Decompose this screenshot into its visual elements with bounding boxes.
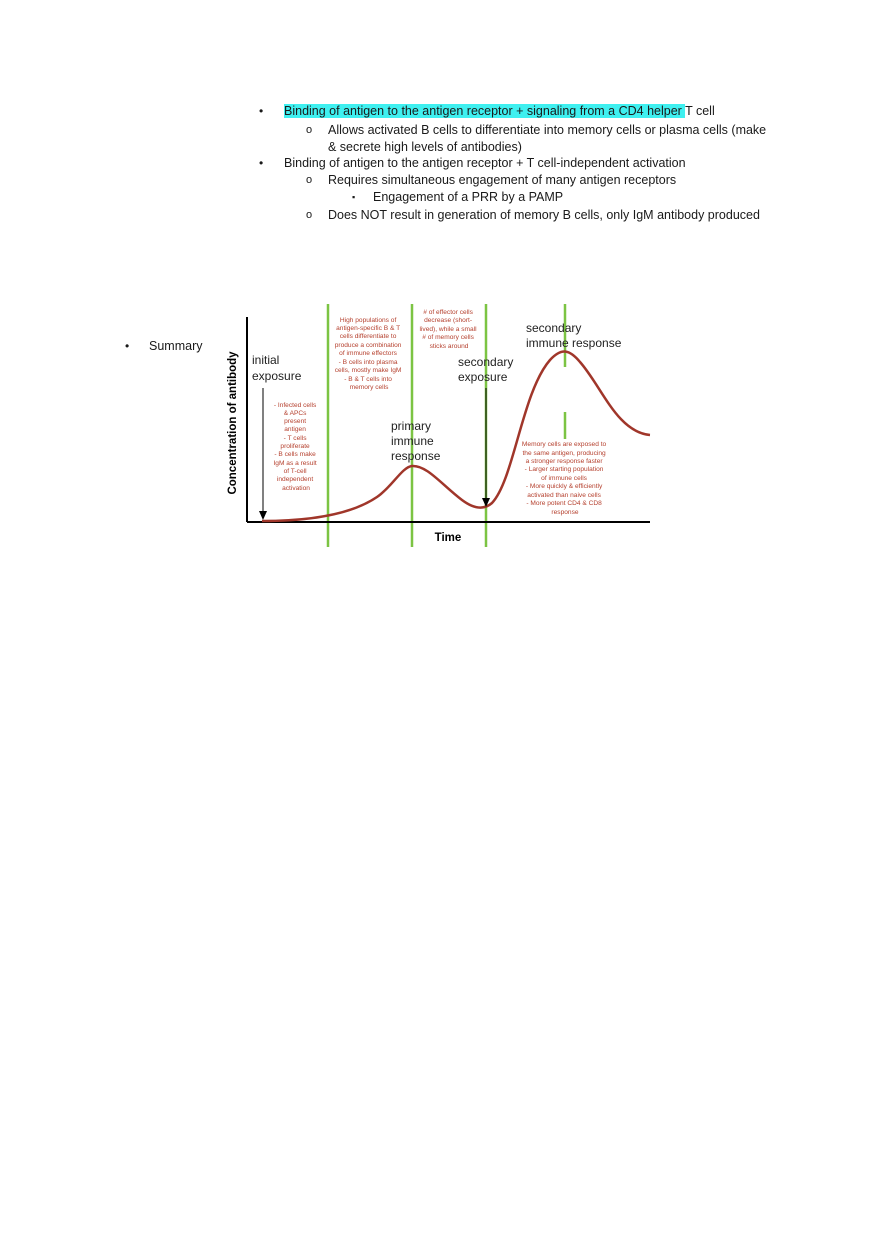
annotation-primary: High populations of antigen-specific B & T cells differentiate to produce a combination of immune effectors - B cells into plasma cells, mostly make IgM - B & T cells into memory cells (334, 317, 402, 391)
annotation-decline: # of effector cells decrease (short- lived), while a small # of memory cells sticks around (419, 309, 477, 350)
annotation-secondary: Memory cells are exposed to the same antigen, producing a stronger response faster - Larger starting population of immune cells - More quickly & efficiently activated than naive cells - More potent CD4 & CD8 response (521, 441, 607, 516)
arrowhead-icon (259, 511, 267, 520)
bullet-glyph: • (259, 156, 264, 170)
sub-bullet-glyph: o (306, 124, 313, 136)
note-text: T cell (685, 104, 715, 118)
annotation-initial: - Infected cells & APCs present antigen - T cells proliferate - B cells make IgM as a result of T-cell independent activation (273, 402, 317, 492)
label-primary-response: primary immune response (391, 419, 441, 463)
bullet-glyph: • (125, 339, 130, 353)
antibody-response-diagram (222, 300, 662, 560)
note-sub-item: Allows activated B cells to differentiate into memory cells or plasma cells (make (328, 123, 767, 137)
x-axis-label: Time (434, 532, 462, 544)
note-sub-item: Does NOT result in generation of memory B cells, only IgM antibody produced (328, 208, 760, 222)
sub-bullet-glyph: o (306, 174, 313, 186)
sub-bullet-glyph: o (306, 209, 313, 221)
summary-label: Summary (149, 339, 203, 353)
highlighted-text: Binding of antigen to the antigen receptor + signaling from a CD4 helper (284, 104, 686, 118)
note-item-t-independent: Binding of antigen to the antigen receptor + T cell-independent activation (284, 156, 686, 170)
label-secondary-exposure: secondary exposure (458, 355, 514, 384)
bullet-glyph: • (259, 104, 264, 118)
note-sub-item-continued: & secrete high levels of antibodies) (328, 140, 522, 154)
sub-sub-bullet-glyph: ▪ (352, 192, 356, 202)
y-axis-label: Concentration of antibody (227, 351, 239, 495)
note-sub-sub-item: Engagement of a PRR by a PAMP (373, 190, 564, 204)
label-initial-exposure: initial exposure (252, 353, 302, 383)
label-secondary-response: secondary immune response (526, 321, 622, 350)
note-item-cd4-helper (284, 103, 715, 119)
note-sub-item: Requires simultaneous engagement of many antigen receptors (328, 173, 677, 187)
